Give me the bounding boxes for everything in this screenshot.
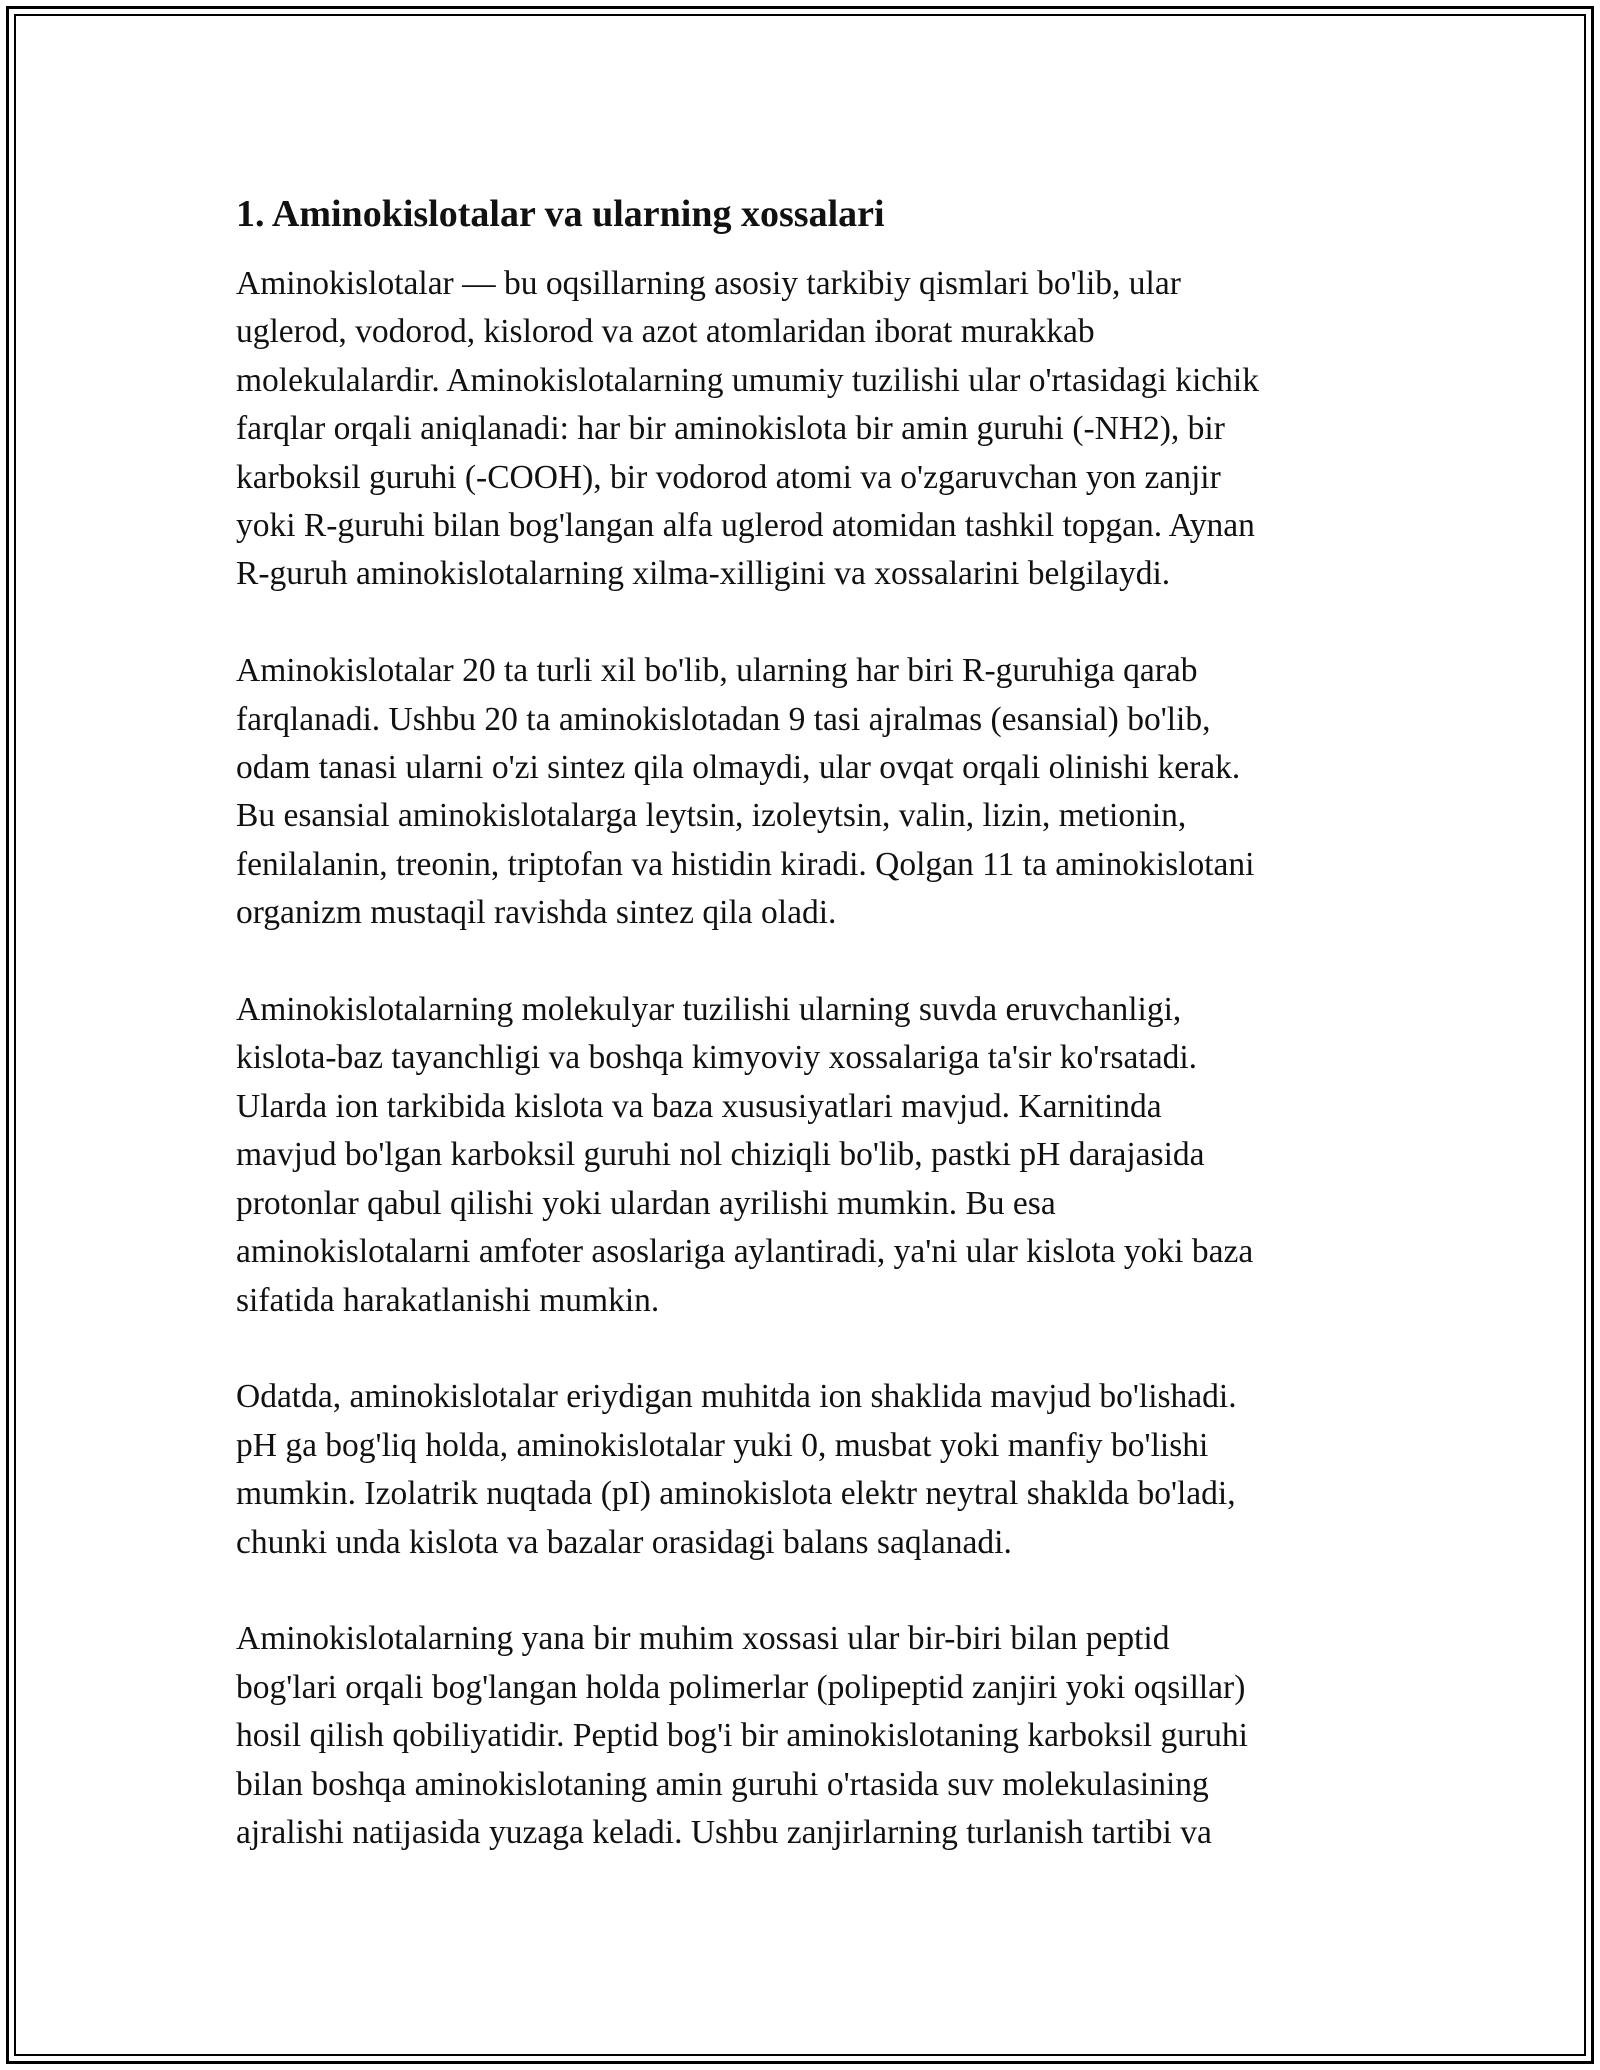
text-line: chunki unda kislota va bazalar orasidagi balans saqlanadi. [236, 1523, 1012, 1561]
text-line: Odatda, aminokislotalar eriydigan muhitda ion shaklida mavjud bo'lishadi. [236, 1378, 1237, 1416]
text-line: odam tanasi ularni o'zi sintez qila olmaydi, ular ovqat orqali olinishi kerak. [236, 749, 1241, 787]
document-body [236, 186, 1366, 1906]
paragraph-3 [236, 986, 1366, 1325]
text-line: kislota-baz tayanchligi va boshqa kimyoviy xossalariga ta'sir ko'rsatadi. [236, 1039, 1197, 1077]
text-line: fenilalanin, treonin, triptofan va histidin kiradi. Qolgan 11 ta aminokislotani [236, 845, 1255, 883]
text-line: bog'lari orqali bog'langan holda polimerlar (polipeptid zanjiri yoki oqsillar) [236, 1668, 1246, 1706]
text-line: protonlar qabul qilishi yoki ulardan ayrilishi mumkin. Bu esa [236, 1184, 1056, 1222]
paragraph-1 [236, 260, 1366, 599]
text-line: organizm mustaqil ravishda sintez qila oladi. [236, 894, 837, 932]
text-line: Aminokislotalar 20 ta turli xil bo'lib, ularning har biri R-guruhiga qarab [236, 652, 1198, 690]
text-line: ajralishi natijasida yuzaga keladi. Ushbu zanjirlarning turlanish tartibi va [236, 1813, 1212, 1851]
text-line: hosil qilish qobiliyatidir. Peptid bog'i bir aminokislotaning karboksil guruhi [236, 1717, 1248, 1755]
text-line: mavjud bo'lgan karboksil guruhi nol chiziqli bo'lib, pastki pH darajasida [236, 1136, 1205, 1174]
text-line: Aminokislotalarning yana bir muhim xossasi ular bir-biri bilan peptid [236, 1620, 1170, 1658]
text-line: Bu esansial aminokislotalarga leytsin, izoleytsin, valin, lizin, metionin, [236, 797, 1187, 835]
text-line: mumkin. Izolatrik nuqtada (pI) aminokislota elektr neytral shaklda bo'ladi, [236, 1475, 1236, 1513]
text-line: Ularda ion tarkibida kislota va baza xususiyatlari mavjud. Karnitinda [236, 1087, 1162, 1125]
text-line: molekulalardir. Aminokislotalarning umumiy tuzilishi ular o'rtasidagi kichik [236, 361, 1259, 399]
text-line: Aminokislotalar — bu oqsillarning asosiy tarkibiy qismlari bo'lib, ular [236, 265, 1181, 302]
paragraph-2 [236, 647, 1366, 937]
text-line: farqlar orqali aniqlanadi: har bir aminokislota bir amin guruhi (-NH2), bir [236, 410, 1225, 448]
text-line: pH ga bog'liq holda, aminokislotalar yuki 0, musbat yoki manfiy bo'lishi [236, 1426, 1209, 1464]
text-line: bilan boshqa aminokislotaning amin guruhi o'rtasida suv molekulasining [236, 1765, 1209, 1803]
text-line: farqlanadi. Ushbu 20 ta aminokislotadan 9 tasi ajralmas (esansial) bo'lib, [236, 700, 1211, 738]
text-line: yoki R-guruhi bilan bog'langan alfa uglerod atomidan tashkil topgan. Aynan [236, 507, 1255, 545]
paragraph-4 [236, 1373, 1366, 1567]
text-line: sifatida harakatlanishi mumkin. [236, 1281, 660, 1319]
text-line: aminokislotalarni amfoter asoslariga aylantiradi, ya'ni ular kislota yoki baza [236, 1233, 1254, 1271]
paragraph-5 [236, 1615, 1366, 1857]
section-title: 1. Aminokislotalar va ularning xossalari [236, 193, 885, 235]
text-line: uglerod, vodorod, kislorod va azot atomlaridan iborat murakkab [236, 313, 1095, 351]
text-line: R-guruh aminokislotalarning xilma-xilligini va xossalarini belgilaydi. [236, 555, 1171, 593]
text-line: karboksil guruhi (-COOH), bir vodorod atomi va o'zgaruvchan yon zanjir [236, 458, 1221, 496]
text-line: Aminokislotalarning molekulyar tuzilishi ularning suvda eruvchanligi, [236, 991, 1182, 1029]
